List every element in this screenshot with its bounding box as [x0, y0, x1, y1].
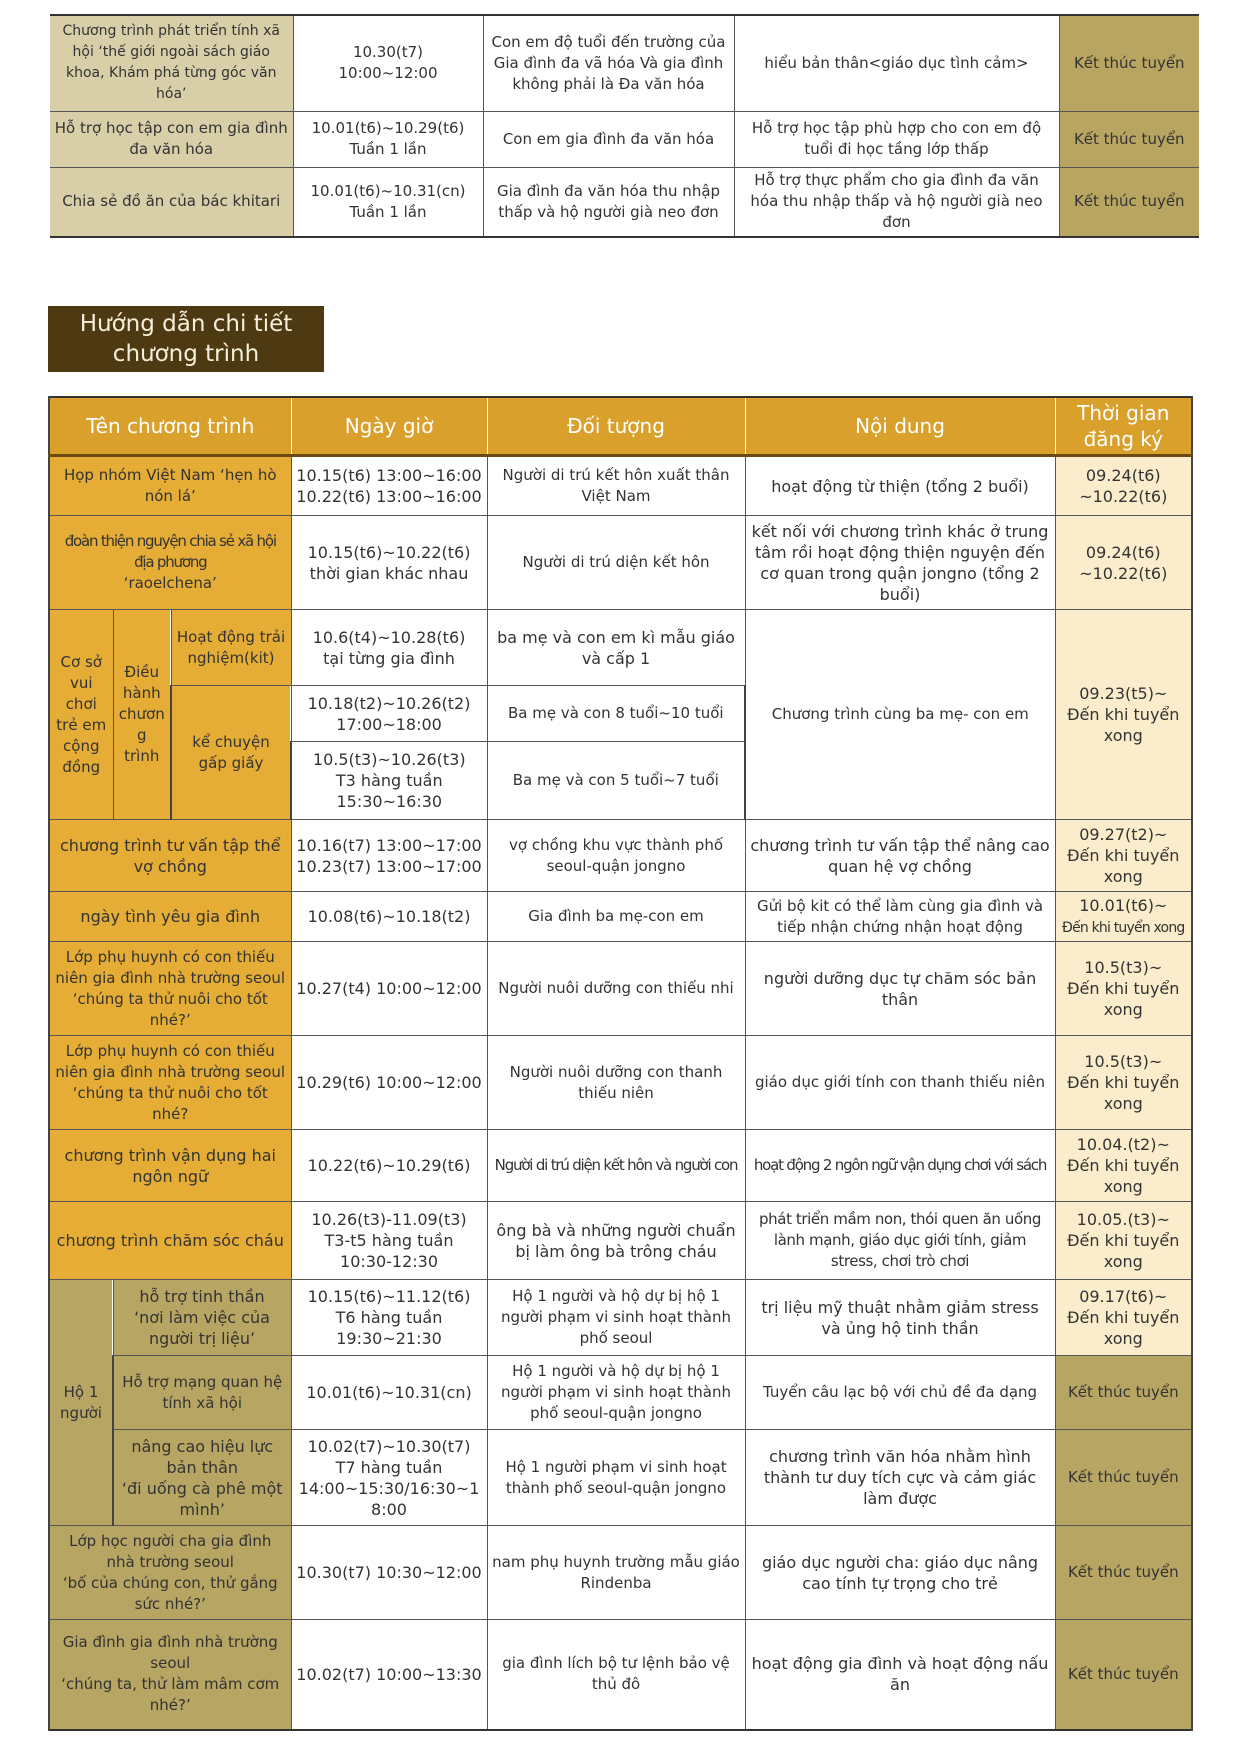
- date-line: T3-t5 hàng tuần: [324, 1231, 454, 1250]
- register-line: 10.5(t3)~: [1084, 958, 1163, 977]
- program-name-cell: ngày tình yêu gia đình: [49, 892, 291, 942]
- content-cell: Chương trình cùng ba mẹ- con em: [745, 610, 1055, 820]
- content-cell: Hỗ trợ học tập phù hợp cho con em độ tuổi đi học tầng lớp thấp: [734, 111, 1059, 167]
- content-cell: Gửi bộ kit có thể làm cùng gia đình và tiếp nhận chứng nhận hoạt động: [745, 892, 1055, 942]
- date-cell: [291, 742, 487, 820]
- target-cell: vợ chồng khu vực thành phố seoul-quận jongno: [487, 820, 745, 892]
- date-cell: 10.30(t7) 10:30~12:00: [291, 1526, 487, 1620]
- content-cell: chương trình tư vấn tập thể nâng cao quan hệ vợ chồng: [745, 820, 1055, 892]
- date-cell: 10.29(t6) 10:00~12:00: [291, 1036, 487, 1130]
- content-cell: Tuyển câu lạc bộ với chủ đề đa dạng: [745, 1356, 1055, 1430]
- date-line: 10.15(t6) 13:00~16:00: [296, 466, 482, 485]
- date-cell: [291, 456, 487, 516]
- register-cell: [1055, 942, 1192, 1036]
- content-cell: giáo dục người cha: giáo dục nâng cao tính tự trọng cho trẻ: [745, 1526, 1055, 1620]
- register-cell: [1055, 516, 1192, 610]
- register-line: 09.17(t6)~: [1079, 1287, 1168, 1306]
- table-row: [49, 456, 1192, 516]
- register-line: Đến khi tuyển xong: [1067, 1073, 1180, 1113]
- name-line: Lớp phụ huynh có con thiếu niên gia đình nhà trường seoul: [55, 1041, 286, 1081]
- register-line: 09.24(t6): [1085, 542, 1161, 562]
- table-row: [49, 942, 1192, 1036]
- register-cell: [1055, 820, 1192, 892]
- table-row: [50, 15, 1199, 111]
- program-detail-table: [48, 396, 1193, 1731]
- date-line: 10.18(t2)~10.26(t2): [307, 693, 471, 713]
- date-line: 19:30~21:30: [336, 1329, 442, 1348]
- target-cell: Người di trú kết hôn xuất thân Việt Nam: [487, 456, 745, 516]
- date-cell: [291, 1430, 487, 1526]
- program-name-cell: Chia sẻ đồ ăn của bác khitari: [50, 167, 293, 237]
- content-cell: người dưỡng dục tự chăm sóc bản thân: [745, 942, 1055, 1036]
- status-cell: Kết thúc tuyển: [1059, 167, 1199, 237]
- table-row: [49, 610, 1192, 686]
- register-line: 09.24(t6): [1085, 466, 1161, 485]
- table-row: [49, 1526, 1192, 1620]
- name-line: ‘nơi làm việc của người trị liệu’: [134, 1308, 270, 1348]
- program-name-cell: chương trình tư vấn tập thể vợ chồng: [49, 820, 291, 892]
- target-cell: ông bà và những người chuẩn bị làm ông bà trông cháu: [487, 1202, 745, 1280]
- table-row: [49, 892, 1192, 942]
- header-content: Nội dung: [745, 397, 1055, 456]
- date-line: tại từng gia đình: [323, 648, 455, 668]
- date-cell: 10.27(t4) 10:00~12:00: [291, 942, 487, 1036]
- status-cell: Kết thúc tuyển: [1055, 1430, 1192, 1526]
- subgroup-cell: Điều hành chương trình: [113, 610, 171, 820]
- content-cell: hoạt động 2 ngôn ngữ vận dụng chơi với sách: [745, 1130, 1055, 1202]
- target-cell: Gia đình ba mẹ-con em: [487, 892, 745, 942]
- date-line: 10.16(t7) 13:00~17:00: [296, 835, 482, 855]
- table-row: [49, 1430, 1192, 1526]
- program-name-cell: [49, 1620, 291, 1730]
- section-heading: [48, 306, 324, 372]
- table-row: [49, 1280, 1192, 1356]
- date-line: 10.15(t6)~11.12(t6): [307, 1287, 471, 1306]
- date-cell: [291, 820, 487, 892]
- name-line: Gia đình gia đình nhà trường seoul: [62, 1633, 278, 1673]
- time-line: 10:00~12:00: [338, 64, 438, 83]
- section-heading-line1: Hướng dẫn chi tiết: [79, 311, 293, 337]
- register-line: 10.5(t3)~: [1084, 1052, 1163, 1071]
- program-name-cell: Chương trình phát triển tính xã hội ‘thế giới ngoài sách giáo khoa, Khám phá từng góc văn hóa’: [50, 15, 293, 111]
- time-line: Tuần 1 lần: [349, 140, 427, 158]
- register-cell: [1055, 1202, 1192, 1280]
- header-register: Thời gian đăng ký: [1055, 397, 1192, 456]
- register-line: 10.01(t6)~: [1079, 895, 1168, 915]
- register-line: 09.27(t2)~: [1079, 825, 1168, 844]
- register-cell: [1055, 1280, 1192, 1356]
- date-cell: [293, 111, 483, 167]
- name-line: Lớp phụ huynh có con thiếu niên gia đình nhà trường seoul: [55, 947, 286, 987]
- table-row: [50, 167, 1199, 237]
- date-line: T7 hàng tuần: [335, 1457, 443, 1477]
- name-line: ‘chúng ta thử nuôi cho tốt nhé?’: [72, 989, 268, 1029]
- table-row: [49, 1202, 1192, 1280]
- target-cell: Người nuôi dưỡng con thiếu nhi: [487, 942, 745, 1036]
- table-header-row: [49, 397, 1192, 456]
- program-name-cell: [113, 1280, 291, 1356]
- date-line: thời gian khác nhau: [309, 563, 469, 583]
- date-cell: [293, 167, 483, 237]
- date-line: 10.15(t6)~10.22(t6): [307, 542, 471, 562]
- date-line: 10.22(t6) 13:00~16:00: [296, 487, 482, 506]
- register-line: Đến khi tuyển xong: [1067, 979, 1180, 1019]
- register-cell: [1055, 1130, 1192, 1202]
- date-cell: [291, 1202, 487, 1280]
- target-cell: Hộ 1 người và hộ dự bị hộ 1 người phạm vi sinh hoạt thành phố seoul: [487, 1280, 745, 1356]
- program-name-cell: [113, 1430, 291, 1526]
- register-line: Đến khi tuyển xong: [1062, 919, 1185, 936]
- program-name-cell: Hỗ trợ mạng quan hệ tính xã hội: [113, 1356, 291, 1430]
- date-cell: [291, 686, 487, 742]
- content-cell: giáo dục giới tính con thanh thiếu niên: [745, 1036, 1055, 1130]
- register-cell: [1055, 1036, 1192, 1130]
- header-date: Ngày giờ: [291, 397, 487, 456]
- date-cell: 10.01(t6)~10.31(cn): [291, 1356, 487, 1430]
- name-line: ‘raoelchena’: [123, 574, 217, 592]
- target-cell: Hộ 1 người và hộ dự bị hộ 1 người phạm vi sinh hoạt thành phố seoul-quận jongno: [487, 1356, 745, 1430]
- register-line: ~10.22(t6): [1079, 487, 1168, 506]
- program-name-cell: [49, 1036, 291, 1130]
- table-row: [49, 516, 1192, 610]
- name-line: đoàn thiện nguyện chia sẻ xã hội địa phương: [64, 532, 276, 571]
- date-line: 14:00~15:30/16:30~18:00: [298, 1478, 480, 1519]
- register-line: Đến khi tuyển xong: [1067, 705, 1180, 745]
- status-cell: Kết thúc tuyển: [1059, 15, 1199, 111]
- register-line: Đến khi tuyển xong: [1067, 846, 1180, 886]
- group-cell: Hộ 1 người: [49, 1280, 113, 1526]
- target-cell: Ba mẹ và con 5 tuổi~7 tuổi: [487, 742, 745, 820]
- table-row: [49, 1620, 1192, 1730]
- header-target: Đối tượng: [487, 397, 745, 456]
- name-line: Lớp học người cha gia đình nhà trường seoul: [69, 1531, 272, 1571]
- name-line: hỗ trợ tinh thần: [139, 1287, 265, 1306]
- date-cell: 10.02(t7) 10:00~13:30: [291, 1620, 487, 1730]
- target-cell: nam phụ huynh trường mẫu giáo Rindenba: [487, 1526, 745, 1620]
- content-cell: kết nối với chương trình khác ở trung tâm rồi hoạt động thiện nguyện đến cơ quan trong quận jongno (tổng 2 buổi): [745, 516, 1055, 610]
- register-line: 09.23(t5)~: [1079, 684, 1168, 703]
- program-name-cell: Họp nhóm Việt Nam ‘hẹn hò nón lá’: [49, 456, 291, 516]
- program-name-cell: kể chuyện gấp giấy: [171, 686, 291, 820]
- table-row: [49, 1036, 1192, 1130]
- date-line: 10.5(t3)~10.26(t3): [312, 750, 466, 769]
- program-name-cell: chương trình vận dụng hai ngôn ngữ: [49, 1130, 291, 1202]
- register-cell: [1055, 456, 1192, 516]
- program-name-cell: [49, 1526, 291, 1620]
- target-cell: Con em độ tuổi đến trường của Gia đình đa vã hóa Và gia đình không phải là Đa văn hóa: [483, 15, 734, 111]
- name-line: ‘bố của chúng con, thử gắng sức nhé?’: [62, 1573, 278, 1613]
- name-line: nâng cao hiệu lực bản thân: [131, 1436, 274, 1477]
- content-cell: hoạt động gia đình và hoạt động nấu ăn: [745, 1620, 1055, 1730]
- name-line: ‘đi uống cà phê một mình’: [121, 1478, 283, 1519]
- date-line: 15:30~16:30: [336, 792, 443, 811]
- status-cell: Kết thúc tuyển: [1055, 1526, 1192, 1620]
- table-row: [49, 1356, 1192, 1430]
- target-cell: Con em gia đình đa văn hóa: [483, 111, 734, 167]
- register-line: 10.04.(t2)~: [1076, 1135, 1170, 1154]
- content-cell: Hỗ trợ thực phẩm cho gia đình đa văn hóa thu nhập thấp và hộ người già neo đơn: [734, 167, 1059, 237]
- date-line: 10.02(t7)~10.30(t7): [307, 1436, 471, 1456]
- program-name-cell: [49, 942, 291, 1036]
- date-cell: 10.22(t6)~10.29(t6): [291, 1130, 487, 1202]
- date-cell: [291, 1280, 487, 1356]
- content-cell: phát triển mầm non, thói quen ăn uống lành mạnh, giáo dục giới tính, giảm stress, chơi trò chơi: [745, 1202, 1055, 1280]
- target-cell: Hộ 1 người phạm vi sinh hoạt thành phố seoul-quận jongno: [487, 1430, 745, 1526]
- status-cell: Kết thúc tuyển: [1055, 1620, 1192, 1730]
- date-line: 10.01(t6)~10.29(t6): [311, 119, 465, 137]
- target-cell: ba mẹ và con em kì mẫu giáo và cấp 1: [487, 610, 745, 686]
- date-line: 10:30-12:30: [340, 1252, 439, 1271]
- status-cell: Kết thúc tuyển: [1055, 1356, 1192, 1430]
- register-line: ~10.22(t6): [1079, 563, 1168, 583]
- target-cell: Người di trú diện kết hôn: [487, 516, 745, 610]
- top-program-table: [50, 14, 1199, 238]
- date-line: T6 hàng tuần: [335, 1308, 443, 1327]
- register-cell: [1055, 610, 1192, 820]
- name-line: ‘chúng ta, thử làm mâm cơm nhé?’: [61, 1675, 280, 1715]
- date-line: 10.23(t7) 13:00~17:00: [296, 856, 482, 876]
- table-row: [49, 820, 1192, 892]
- date-line: 10.30(t7): [352, 43, 424, 62]
- table-row: [50, 111, 1199, 167]
- date-line: 17:00~18:00: [336, 714, 442, 734]
- register-line: Đến khi tuyển xong: [1067, 1156, 1180, 1196]
- register-line: Đến khi tuyển xong: [1067, 1231, 1180, 1271]
- target-cell: Gia đình đa văn hóa thu nhập thấp và hộ người già neo đơn: [483, 167, 734, 237]
- time-line: Tuần 1 lần: [349, 202, 427, 221]
- date-cell: [291, 610, 487, 686]
- section-heading-line2: chương trình: [112, 341, 260, 367]
- register-line: 10.05.(t3)~: [1076, 1210, 1170, 1229]
- target-cell: Người di trú diện kết hôn và người con: [487, 1130, 745, 1202]
- program-name-cell: Hỗ trợ học tập con em gia đình đa văn hóa: [50, 111, 293, 167]
- table-row: [49, 1130, 1192, 1202]
- program-name-cell: Hoạt động trải nghiệm(kit): [171, 610, 291, 686]
- date-cell: [293, 15, 483, 111]
- target-cell: gia đình lích bộ tư lệnh bảo vệ thủ đô: [487, 1620, 745, 1730]
- content-cell: chương trình văn hóa nhằm hình thành tư duy tích cực và cảm giác làm được: [745, 1430, 1055, 1526]
- content-cell: hiểu bản thân<giáo dục tình cảm>: [734, 15, 1059, 111]
- date-line: 10.26(t3)-11.09(t3): [311, 1210, 467, 1229]
- register-line: Đến khi tuyển xong: [1067, 1308, 1180, 1348]
- date-line: 10.01(t6)~10.31(cn): [310, 181, 466, 200]
- target-cell: Người nuôi dưỡng con thanh thiếu niên: [487, 1036, 745, 1130]
- date-line: 10.6(t4)~10.28(t6): [312, 627, 466, 647]
- content-cell: hoạt động từ thiện (tổng 2 buổi): [745, 456, 1055, 516]
- status-cell: Kết thúc tuyển: [1059, 111, 1199, 167]
- date-cell: [291, 516, 487, 610]
- target-cell: Ba mẹ và con 8 tuổi~10 tuổi: [487, 686, 745, 742]
- date-cell: 10.08(t6)~10.18(t2): [291, 892, 487, 942]
- date-line: T3 hàng tuần: [335, 771, 443, 790]
- program-name-cell: [49, 516, 291, 610]
- group-cell: Cơ sở vui chơi trẻ em cộng đồng: [49, 610, 113, 820]
- header-program-name: Tên chương trình: [49, 397, 291, 456]
- content-cell: trị liệu mỹ thuật nhằm giảm stress và ủng hộ tinh thần: [745, 1280, 1055, 1356]
- name-line: ‘chúng ta thử nuôi cho tốt nhé?: [72, 1083, 268, 1123]
- register-cell: [1055, 892, 1192, 942]
- program-name-cell: chương trình chăm sóc cháu: [49, 1202, 291, 1280]
